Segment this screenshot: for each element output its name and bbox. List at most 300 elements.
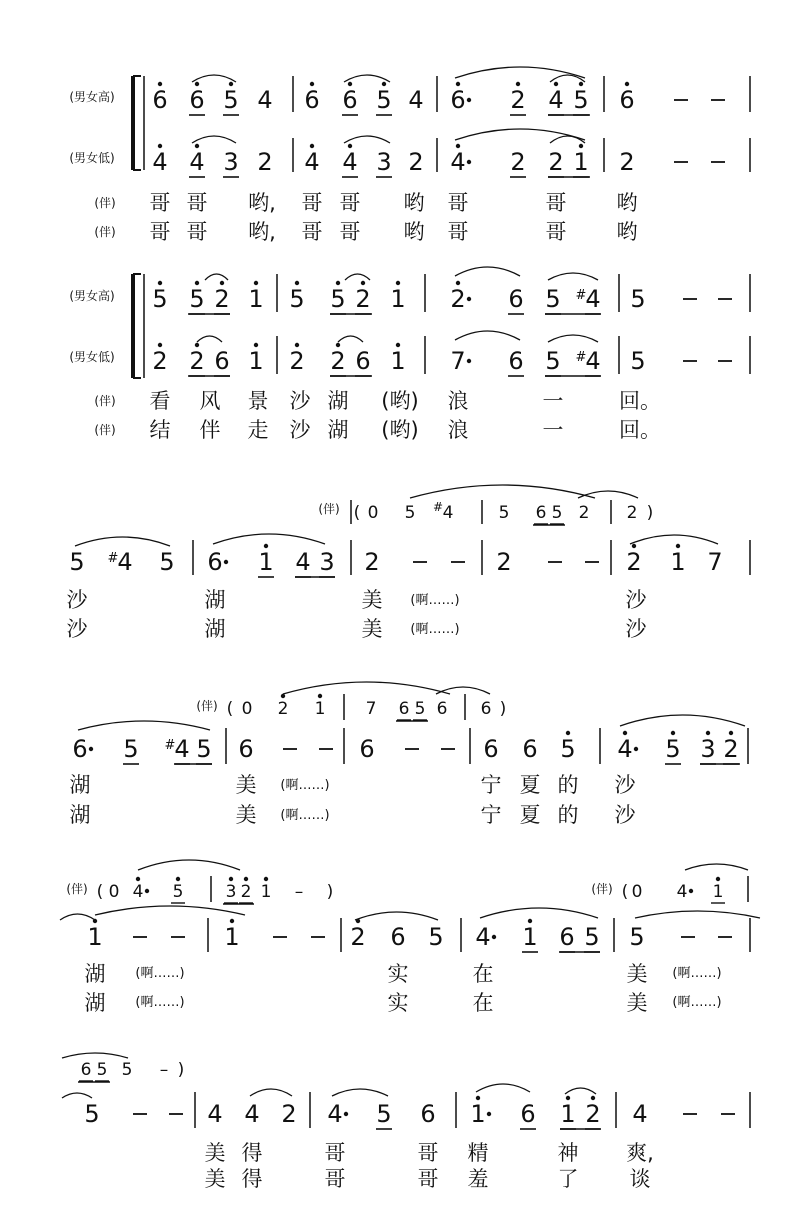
accompaniment-marker: (伴) bbox=[94, 423, 116, 437]
note: 6 bbox=[189, 86, 205, 114]
note: 6 bbox=[355, 347, 371, 375]
note: 6 bbox=[619, 86, 635, 114]
octave-dot bbox=[361, 281, 365, 285]
note: 5 bbox=[630, 285, 646, 313]
slur bbox=[192, 75, 236, 82]
note: 6 bbox=[535, 503, 547, 523]
lyric: 哥 bbox=[324, 1141, 346, 1165]
note: 6 bbox=[304, 86, 320, 114]
octave-dot bbox=[348, 144, 352, 148]
octave-dot bbox=[396, 343, 400, 347]
note: 2 bbox=[355, 285, 371, 313]
note: 3 bbox=[700, 735, 716, 763]
lyric: 哥 bbox=[186, 191, 208, 215]
note: 5 bbox=[84, 1100, 100, 1128]
paren: ( bbox=[226, 699, 234, 719]
lyric: 在 bbox=[472, 962, 494, 986]
lyric: 哥 bbox=[545, 191, 567, 215]
slur bbox=[630, 535, 718, 544]
lyric: 走 bbox=[247, 418, 269, 442]
lyric: 哥 bbox=[301, 220, 323, 244]
lyric: 湖 bbox=[69, 773, 91, 797]
note: 6 bbox=[559, 923, 575, 951]
lyric: 哟, bbox=[248, 220, 276, 244]
lyric: 羞 bbox=[467, 1167, 489, 1191]
octave-dot bbox=[281, 694, 285, 698]
note: 5 bbox=[330, 285, 346, 313]
lyric: 哥 bbox=[447, 220, 469, 244]
lyric: 神 bbox=[557, 1141, 579, 1165]
paren: ( bbox=[96, 882, 104, 902]
lyric: 湖 bbox=[204, 588, 226, 612]
part-label-high: (男女高) bbox=[69, 90, 115, 104]
octave-dot bbox=[295, 281, 299, 285]
sharp-sign: # bbox=[107, 551, 119, 566]
note: 6 bbox=[398, 699, 410, 719]
octave-dot bbox=[336, 281, 340, 285]
note: 3 bbox=[319, 548, 335, 576]
lyric: 风 bbox=[199, 389, 221, 413]
note: 5 bbox=[121, 1060, 133, 1080]
note: 5 bbox=[498, 503, 510, 523]
note: 3 bbox=[376, 148, 392, 176]
note: 5 bbox=[172, 882, 184, 902]
accompaniment-marker: (伴) bbox=[591, 882, 613, 896]
lyric: 哟 bbox=[616, 191, 638, 215]
note: 4 bbox=[450, 148, 466, 176]
lyric: 美 bbox=[235, 773, 257, 797]
lyric: 沙 bbox=[289, 418, 311, 442]
note: 4 bbox=[585, 347, 601, 375]
paren: ) bbox=[177, 1060, 185, 1080]
octave-dot bbox=[566, 1096, 570, 1100]
note: 2 bbox=[281, 1100, 297, 1128]
note: 5 bbox=[96, 1060, 108, 1080]
note: 4 bbox=[475, 923, 491, 951]
note: 6 bbox=[480, 699, 492, 719]
octave-dot bbox=[467, 160, 471, 164]
paren: ( bbox=[353, 503, 361, 523]
slur bbox=[75, 537, 170, 546]
octave-dot bbox=[254, 343, 258, 347]
slur bbox=[578, 491, 638, 498]
note: 6 bbox=[436, 699, 448, 719]
note: 3 bbox=[225, 882, 237, 902]
lyric: 美 bbox=[204, 1167, 226, 1191]
lyric: 哥 bbox=[545, 220, 567, 244]
octave-dot bbox=[492, 935, 496, 939]
note: 5 bbox=[665, 735, 681, 763]
note: 2 bbox=[350, 923, 366, 951]
octave-dot bbox=[467, 359, 471, 363]
lyric: 宁 bbox=[480, 773, 502, 797]
note: 6 bbox=[72, 735, 88, 763]
note: 5 bbox=[69, 548, 85, 576]
octave-dot bbox=[158, 343, 162, 347]
note: 5 bbox=[545, 285, 561, 313]
note: 4 bbox=[189, 148, 205, 176]
lyric: 美 bbox=[626, 991, 648, 1015]
paren: ( bbox=[621, 882, 629, 902]
octave-dot bbox=[158, 281, 162, 285]
octave-dot bbox=[528, 919, 532, 923]
note: 5 bbox=[560, 735, 576, 763]
lyric: 哟 bbox=[403, 220, 425, 244]
octave-dot bbox=[229, 877, 233, 881]
sharp-sign: # bbox=[164, 738, 176, 753]
octave-dot bbox=[336, 343, 340, 347]
paren: ) bbox=[646, 503, 654, 523]
note: 5 bbox=[376, 86, 392, 114]
accompaniment-marker: (伴) bbox=[94, 196, 116, 210]
slur bbox=[250, 1089, 292, 1096]
note: 6 bbox=[238, 735, 254, 763]
note: 6 bbox=[152, 86, 168, 114]
octave-dot bbox=[729, 731, 733, 735]
lyric: 精 bbox=[467, 1141, 489, 1165]
slur bbox=[620, 715, 745, 726]
lyric: 谈 bbox=[629, 1167, 651, 1191]
note: 4 bbox=[207, 1100, 223, 1128]
note: 1 bbox=[573, 148, 589, 176]
lyric-ah: (啊……) bbox=[280, 778, 330, 793]
note: 4 bbox=[117, 548, 133, 576]
note: 5 bbox=[152, 285, 168, 313]
octave-dot bbox=[229, 82, 233, 86]
octave-dot bbox=[158, 82, 162, 86]
note: 0 bbox=[108, 882, 120, 902]
octave-dot bbox=[634, 747, 638, 751]
lyric: 实 bbox=[387, 991, 409, 1015]
slur bbox=[476, 1084, 530, 1092]
slur bbox=[78, 721, 210, 730]
slur bbox=[213, 534, 325, 544]
octave-dot bbox=[566, 731, 570, 735]
note: 6 bbox=[342, 86, 358, 114]
note: 6 bbox=[80, 1060, 92, 1080]
octave-dot bbox=[310, 82, 314, 86]
note: 5 bbox=[223, 86, 239, 114]
note: 7 bbox=[707, 548, 723, 576]
octave-dot bbox=[224, 560, 228, 564]
note: 4 bbox=[327, 1100, 343, 1128]
note: 2 bbox=[548, 148, 564, 176]
slur bbox=[548, 335, 598, 342]
note: 4 bbox=[548, 86, 564, 114]
note: 2 bbox=[578, 503, 590, 523]
lyric: 哥 bbox=[417, 1167, 439, 1191]
lyric: 沙 bbox=[614, 803, 636, 827]
octave-dot bbox=[396, 281, 400, 285]
octave-dot bbox=[264, 877, 268, 881]
note: 2 bbox=[619, 148, 635, 176]
lyric: 美 bbox=[235, 803, 257, 827]
paren: ) bbox=[326, 882, 334, 902]
lyric: 美 bbox=[626, 962, 648, 986]
accompaniment-marker: (伴) bbox=[196, 699, 218, 713]
note: 2 bbox=[510, 86, 526, 114]
slur bbox=[283, 682, 450, 694]
lyric: 美 bbox=[361, 617, 383, 641]
octave-dot bbox=[220, 281, 224, 285]
note: 4 bbox=[132, 882, 144, 902]
note: 4 bbox=[304, 148, 320, 176]
lyric: 得 bbox=[241, 1141, 263, 1165]
slur bbox=[338, 336, 363, 342]
octave-dot bbox=[158, 144, 162, 148]
note: 3 bbox=[223, 148, 239, 176]
lyric: 爽, bbox=[626, 1141, 654, 1165]
octave-dot bbox=[579, 144, 583, 148]
note: 2 bbox=[189, 347, 205, 375]
note: 1 bbox=[224, 923, 240, 951]
octave-dot bbox=[706, 731, 710, 735]
slur bbox=[192, 136, 236, 143]
note: 5 bbox=[629, 923, 645, 951]
note: 6 bbox=[207, 548, 223, 576]
lyric: 哥 bbox=[324, 1167, 346, 1191]
octave-dot bbox=[310, 144, 314, 148]
lyric: 沙 bbox=[66, 588, 88, 612]
note: 1 bbox=[390, 285, 406, 313]
lyric: 浪 bbox=[447, 389, 469, 413]
note: 5 bbox=[289, 285, 305, 313]
octave-dot bbox=[230, 919, 234, 923]
note: 5 bbox=[630, 347, 646, 375]
note: 2 bbox=[257, 148, 273, 176]
lyric: 伴 bbox=[199, 418, 221, 442]
slur bbox=[480, 908, 598, 918]
octave-dot bbox=[195, 343, 199, 347]
slur bbox=[205, 274, 228, 280]
octave-dot bbox=[145, 889, 149, 893]
note: 6 bbox=[359, 735, 375, 763]
note: 2 bbox=[330, 347, 346, 375]
paren: – bbox=[159, 1060, 169, 1080]
note: 4 bbox=[442, 503, 454, 523]
note: 1 bbox=[522, 923, 538, 951]
octave-dot bbox=[195, 281, 199, 285]
lyric: 湖 bbox=[84, 962, 106, 986]
octave-dot bbox=[623, 731, 627, 735]
slur bbox=[355, 912, 438, 920]
octave-dot bbox=[382, 82, 386, 86]
note: 2 bbox=[585, 1100, 601, 1128]
note: 2 bbox=[626, 548, 642, 576]
lyric: 沙 bbox=[66, 617, 88, 641]
lyric: 看 bbox=[149, 389, 171, 413]
note: 4 bbox=[617, 735, 633, 763]
note: 4 bbox=[632, 1100, 648, 1128]
note: 5 bbox=[414, 699, 426, 719]
slur bbox=[685, 864, 748, 870]
lyric: 回。 bbox=[619, 389, 661, 413]
octave-dot bbox=[456, 144, 460, 148]
note: 6 bbox=[450, 86, 466, 114]
note: 2 bbox=[289, 347, 305, 375]
slur bbox=[635, 911, 760, 918]
slur bbox=[455, 267, 520, 276]
note: 2 bbox=[496, 548, 512, 576]
slur bbox=[455, 67, 585, 78]
slur bbox=[197, 336, 222, 342]
slur bbox=[95, 906, 245, 915]
slur bbox=[345, 274, 370, 280]
note: 5 bbox=[584, 923, 600, 951]
octave-dot bbox=[176, 877, 180, 881]
lyric: 回。 bbox=[619, 418, 661, 442]
octave-dot bbox=[456, 82, 460, 86]
lyric: 的 bbox=[557, 773, 579, 797]
note: 1 bbox=[248, 347, 264, 375]
lyric: 哥 bbox=[149, 191, 171, 215]
note: 6 bbox=[508, 285, 524, 313]
lyric: 沙 bbox=[625, 617, 647, 641]
slur bbox=[565, 1088, 596, 1094]
lyric: 湖 bbox=[84, 991, 106, 1015]
octave-dot bbox=[476, 1096, 480, 1100]
sharp-sign: # bbox=[575, 288, 587, 303]
sharp-sign: # bbox=[432, 500, 444, 514]
slur bbox=[344, 75, 390, 82]
octave-dot bbox=[264, 544, 268, 548]
note: 5 bbox=[376, 1100, 392, 1128]
lyric-ah: (啊……) bbox=[410, 622, 460, 637]
lyric: 哥 bbox=[447, 191, 469, 215]
lyric: 浪 bbox=[447, 418, 469, 442]
lyric-ah: (啊……) bbox=[672, 995, 722, 1010]
lyric: 了 bbox=[557, 1167, 579, 1191]
note: 0 bbox=[241, 699, 253, 719]
paren: – bbox=[294, 882, 304, 902]
note: 2 bbox=[408, 148, 424, 176]
lyric: 宁 bbox=[480, 803, 502, 827]
note: 4 bbox=[342, 148, 358, 176]
note: 6 bbox=[508, 347, 524, 375]
slur bbox=[62, 1053, 128, 1058]
lyric: 结 bbox=[149, 418, 171, 442]
note: 1 bbox=[712, 882, 724, 902]
note: 7 bbox=[450, 347, 466, 375]
octave-dot bbox=[716, 877, 720, 881]
octave-dot bbox=[456, 281, 460, 285]
lyric: 一 bbox=[542, 389, 564, 413]
note: 1 bbox=[670, 548, 686, 576]
part-label-high: (男女高) bbox=[69, 289, 115, 303]
note: 1 bbox=[87, 923, 103, 951]
note: 1 bbox=[390, 347, 406, 375]
note: 4 bbox=[676, 882, 688, 902]
accompaniment-marker: (伴) bbox=[66, 882, 88, 896]
lyric: 得 bbox=[241, 1167, 263, 1191]
octave-dot bbox=[318, 694, 322, 698]
note: 1 bbox=[248, 285, 264, 313]
note: 5 bbox=[123, 735, 139, 763]
note: 4 bbox=[174, 735, 190, 763]
lyric: 在 bbox=[472, 991, 494, 1015]
note: 0 bbox=[631, 882, 643, 902]
lyric: 哟 bbox=[616, 220, 638, 244]
slur bbox=[344, 136, 390, 143]
octave-dot bbox=[467, 297, 471, 301]
note: 2 bbox=[214, 285, 230, 313]
lyric: 湖 bbox=[327, 389, 349, 413]
lyric: 哟, bbox=[248, 191, 276, 215]
lyric-ah: (啊……) bbox=[672, 966, 722, 981]
paren: ) bbox=[499, 699, 507, 719]
note: 5 bbox=[404, 503, 416, 523]
slur bbox=[332, 1089, 388, 1096]
lyric: 哥 bbox=[186, 220, 208, 244]
octave-dot bbox=[244, 877, 248, 881]
note: 5 bbox=[551, 503, 563, 523]
note: 6 bbox=[483, 735, 499, 763]
octave-dot bbox=[579, 82, 583, 86]
lyric: (哟) bbox=[381, 389, 419, 413]
note: 6 bbox=[214, 347, 230, 375]
part-label-low: (男女低) bbox=[69, 151, 115, 165]
lyric: 哥 bbox=[417, 1141, 439, 1165]
lyric-ah: (啊……) bbox=[410, 593, 460, 608]
lyric: 美 bbox=[204, 1141, 226, 1165]
note: 1 bbox=[258, 548, 274, 576]
octave-dot bbox=[689, 889, 693, 893]
note: 6 bbox=[390, 923, 406, 951]
octave-dot bbox=[89, 747, 93, 751]
note: 2 bbox=[152, 347, 168, 375]
octave-dot bbox=[136, 877, 140, 881]
lyric: 夏 bbox=[519, 803, 541, 827]
note: 6 bbox=[520, 1100, 536, 1128]
lyric: 沙 bbox=[625, 588, 647, 612]
accompaniment-marker: (伴) bbox=[94, 225, 116, 239]
slur bbox=[62, 1093, 92, 1098]
note: 5 bbox=[196, 735, 212, 763]
octave-dot bbox=[625, 82, 629, 86]
slur bbox=[548, 273, 598, 280]
note: 2 bbox=[277, 699, 289, 719]
lyric: 哥 bbox=[301, 191, 323, 215]
note: 6 bbox=[420, 1100, 436, 1128]
part-label-low: (男女低) bbox=[69, 350, 115, 364]
octave-dot bbox=[591, 1096, 595, 1100]
note: 7 bbox=[365, 699, 377, 719]
slur bbox=[455, 331, 520, 340]
lyric: 哟 bbox=[403, 191, 425, 215]
lyric: 哥 bbox=[339, 191, 361, 215]
lyric: 沙 bbox=[614, 773, 636, 797]
note: 4 bbox=[152, 148, 168, 176]
note: 2 bbox=[450, 285, 466, 313]
lyric-ah: (啊……) bbox=[135, 966, 185, 981]
lyric: 实 bbox=[387, 962, 409, 986]
note: 2 bbox=[240, 882, 252, 902]
note: 4 bbox=[295, 548, 311, 576]
lyric-ah: (啊……) bbox=[280, 808, 330, 823]
lyric: (哟) bbox=[381, 418, 419, 442]
sharp-sign: # bbox=[575, 350, 587, 365]
octave-dot bbox=[195, 144, 199, 148]
note: 2 bbox=[364, 548, 380, 576]
lyric-ah: (啊……) bbox=[135, 995, 185, 1010]
octave-dot bbox=[348, 82, 352, 86]
note: 2 bbox=[723, 735, 739, 763]
lyric: 哥 bbox=[339, 220, 361, 244]
note: 2 bbox=[626, 503, 638, 523]
slur bbox=[550, 136, 585, 143]
note: 4 bbox=[408, 86, 424, 114]
note: 5 bbox=[545, 347, 561, 375]
